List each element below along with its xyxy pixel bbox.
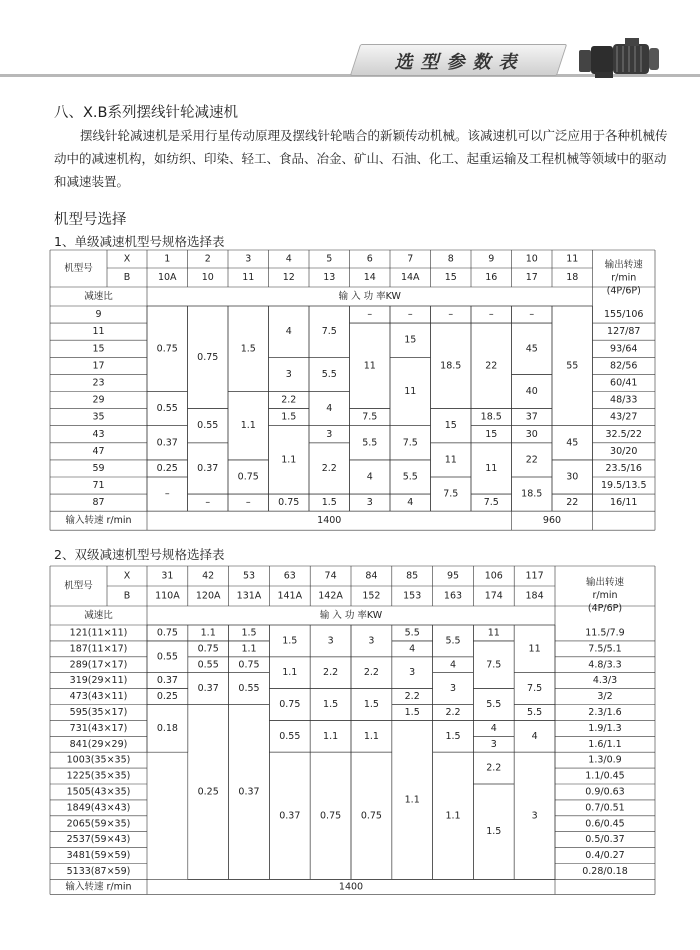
power-value: 11 <box>363 360 376 372</box>
output-speed-value: 82/56 <box>610 360 638 372</box>
power-value: 5.5 <box>527 706 543 718</box>
model-label: 机型号 <box>64 580 93 592</box>
ratio-value: 473(43×11) <box>69 691 128 703</box>
ratio-value: 595(35×17) <box>69 706 128 718</box>
output-speed-value: 1.3/0.9 <box>588 754 622 766</box>
power-value: – <box>205 497 211 509</box>
ratio-value: 59 <box>92 462 105 474</box>
ratio-value: 71 <box>92 480 105 492</box>
output-speed-value: 0.9/0.63 <box>585 786 625 798</box>
power-value: 1.5 <box>323 699 339 710</box>
power-value: 3 <box>285 368 292 380</box>
model-selection-heading: 机型号选择 <box>54 212 127 228</box>
power-value: 4 <box>490 722 497 734</box>
b-model-value: 120A <box>195 590 221 602</box>
x-model-value: 4 <box>285 253 292 265</box>
x-model-value: 6 <box>366 253 373 265</box>
power-value: 7.5 <box>486 659 502 671</box>
power-value: 22 <box>525 454 538 466</box>
ratio-value: 319(29×11) <box>69 675 128 687</box>
power-value: 4 <box>449 659 457 671</box>
output-speed-value: 0.4/0.27 <box>585 850 625 862</box>
output-speed-value: 16/11 <box>610 497 638 509</box>
power-value: 11 <box>444 454 457 466</box>
b-model-value: 16 <box>485 272 498 283</box>
b-model-value: 152 <box>362 590 381 602</box>
power-label: 输 入 功 率KW <box>338 291 401 302</box>
power-value: 0.37 <box>197 683 219 695</box>
b-model-value: 141A <box>277 590 303 602</box>
x-model-value: 3 <box>245 253 252 265</box>
ratio-value: 2537(59×43) <box>66 834 131 846</box>
output-speed-value: 11.5/7.9 <box>585 627 625 639</box>
ratio-value: 2065(59×35) <box>66 818 131 830</box>
power-value: 0.75 <box>238 659 260 671</box>
b-model-value: 110A <box>155 590 180 602</box>
output-speed-value: 3/2 <box>597 691 613 703</box>
power-value: 3 <box>409 667 416 679</box>
power-value: 5.5 <box>445 635 461 647</box>
power-value: 5.5 <box>402 471 418 483</box>
output-speed-label: 输出转速 <box>604 259 643 271</box>
ratio-value: 9 <box>95 309 102 321</box>
ratio-value: 5133(87×59) <box>66 865 131 877</box>
power-value: 1.5 <box>363 699 379 710</box>
power-value: 2.2 <box>281 394 297 406</box>
x-model-value: 10 <box>525 253 538 265</box>
power-value: 11 <box>404 386 417 397</box>
power-value: 30 <box>525 428 538 440</box>
power-value: 7.5 <box>483 497 499 509</box>
output-speed-value: 93/64 <box>610 343 638 355</box>
b-model-value: 142A <box>318 590 343 602</box>
power-label: 输 入 功 率KW <box>319 610 383 621</box>
b-model-value: 174 <box>484 590 503 602</box>
x-model-value: 63 <box>283 570 296 582</box>
power-value: 15 <box>444 420 457 432</box>
power-value: 2.2 <box>321 462 337 474</box>
power-value: 5.5 <box>486 699 502 710</box>
x-model-value: 85 <box>406 570 419 582</box>
power-value: 0.75 <box>279 699 301 710</box>
power-value: 1.1 <box>323 730 339 742</box>
power-value: 4 <box>366 471 373 483</box>
output-speed-value: 127/87 <box>607 326 641 338</box>
x-model-value: 9 <box>488 253 495 265</box>
ratio-label: 减速比 <box>84 291 113 302</box>
power-value: 0.75 <box>197 351 219 363</box>
power-value: 1.1 <box>404 794 420 806</box>
power-value: 0.37 <box>156 675 178 687</box>
power-value: 0.25 <box>197 786 219 798</box>
output-pole-label: (4P/6P) <box>606 285 641 297</box>
input-speed-label: 输入转速 r/min <box>65 881 132 893</box>
ratio-value: 3481(59×59) <box>66 850 131 862</box>
power-value: 0.55 <box>279 730 301 742</box>
power-value: 1.5 <box>240 343 256 355</box>
ratio-value: 87 <box>92 497 105 509</box>
power-value: 7.5 <box>402 437 418 449</box>
b-model-value: 163 <box>443 590 463 602</box>
power-value: 0.75 <box>320 810 342 822</box>
ratio-value: 17 <box>92 360 105 372</box>
power-value: 0.55 <box>156 403 178 415</box>
power-value: 2.2 <box>323 667 339 679</box>
ratio-value: 23 <box>92 377 105 389</box>
power-value: 3 <box>326 428 333 440</box>
output-speed-value: 23.5/16 <box>605 462 642 474</box>
input-speed-value: 1400 <box>317 515 342 527</box>
power-value: 0.37 <box>279 810 301 822</box>
power-value: 55 <box>566 360 579 372</box>
output-speed-label: 输出转速 <box>585 577 625 588</box>
input-speed-value: 1400 <box>338 881 364 893</box>
b-model-value: 14 <box>363 272 376 283</box>
power-value: 1.5 <box>282 635 298 647</box>
x-model-value: 11 <box>566 253 579 265</box>
power-value: 0.37 <box>156 437 178 449</box>
power-value: 0.75 <box>237 471 259 483</box>
power-value: – <box>529 309 535 321</box>
ratio-value: 121(11×11) <box>69 627 128 639</box>
x-model-value: 74 <box>324 570 337 582</box>
power-value: 1.1 <box>363 730 379 742</box>
output-speed-value: 0.28/0.18 <box>582 865 628 877</box>
b-model-value: 131A <box>236 590 262 602</box>
output-speed-value: 4.8/3.3 <box>588 659 622 671</box>
x-model-value: 84 <box>365 570 378 582</box>
b-model-value: 14A <box>400 272 420 283</box>
b-model-value: 17 <box>525 272 538 283</box>
power-value: 2.2 <box>363 667 379 679</box>
x-model-value: 106 <box>484 570 503 582</box>
output-speed-value: 1.9/1.3 <box>588 722 622 734</box>
x-model-value: 8 <box>447 253 454 265</box>
b-model-value: 13 <box>323 272 336 283</box>
power-value: 2.2 <box>404 691 420 703</box>
power-value: 45 <box>566 437 579 449</box>
power-value: 7.5 <box>362 411 378 423</box>
b-model-value: 184 <box>525 590 544 602</box>
power-value: 0.18 <box>156 722 178 734</box>
power-value: – <box>367 309 373 321</box>
output-unit-label: r/min <box>611 272 637 284</box>
power-value: 0.55 <box>156 651 178 663</box>
ratio-value: 11 <box>92 326 105 338</box>
x-model-value: 2 <box>204 253 211 265</box>
model-label: 机型号 <box>64 263 93 274</box>
power-value: 7.5 <box>443 488 459 500</box>
power-value: 18.5 <box>440 360 462 372</box>
power-value: 5.5 <box>362 437 378 449</box>
table2-caption: 2、双级减速机型号规格选择表 <box>54 547 225 562</box>
output-pole-label: (4P/6P) <box>587 603 623 614</box>
input-speed-label: 输入转速 r/min <box>65 515 132 527</box>
b-model-value: 11 <box>242 272 255 283</box>
output-speed-value: 0.7/0.51 <box>585 802 625 814</box>
power-value: 0.75 <box>156 627 178 639</box>
ratio-value: 1225(35×35) <box>66 770 131 782</box>
power-value: 37 <box>525 411 538 423</box>
b-model-value: 10 <box>201 272 214 283</box>
power-value: 3 <box>449 683 457 695</box>
power-value: 2.2 <box>486 762 502 774</box>
power-value: 0.75 <box>156 343 178 355</box>
output-speed-value: 4.3/3 <box>592 675 618 687</box>
power-value: – <box>448 309 454 321</box>
power-value: 5.5 <box>321 368 337 380</box>
b-model-value: 153 <box>403 590 422 602</box>
power-value: 7.5 <box>527 683 543 695</box>
output-speed-value: 32.5/22 <box>605 428 642 440</box>
power-value: 1.5 <box>241 627 257 639</box>
power-value: 1.1 <box>241 643 257 655</box>
power-value: 0.25 <box>156 462 178 474</box>
power-value: 0.75 <box>197 643 219 655</box>
power-value: 11 <box>487 627 500 639</box>
power-value: 4 <box>531 730 538 742</box>
output-speed-value: 7.5/5.1 <box>588 643 622 655</box>
x-model-value: 117 <box>525 570 544 582</box>
ratio-value: 731(43×17) <box>69 722 128 734</box>
power-value: 30 <box>566 471 579 483</box>
output-speed-value: 30/20 <box>610 445 638 457</box>
power-value: 0.75 <box>360 810 382 822</box>
power-value: 1.1 <box>200 627 216 639</box>
output-speed-value: 60/41 <box>610 377 638 389</box>
ratio-value: 29 <box>92 394 105 406</box>
output-speed-value: 0.6/0.45 <box>585 818 625 830</box>
table1-caption: 1、单级减速机型号规格选择表 <box>54 234 225 249</box>
x-label: X <box>123 570 131 582</box>
output-speed-value: 2.3/1.6 <box>588 706 622 718</box>
ratio-value: 47 <box>92 445 105 457</box>
output-speed-value: 155/106 <box>604 309 644 321</box>
ratio-value: 43 <box>92 428 105 440</box>
ratio-value: 289(17×17) <box>69 659 128 671</box>
ratio-label: 减速比 <box>84 610 113 621</box>
power-value: 3 <box>366 497 373 509</box>
power-value: 15 <box>485 428 498 440</box>
ratio-value: 841(29×29) <box>69 738 128 750</box>
power-value: 11 <box>485 462 498 474</box>
ratio-value: 1505(43×35) <box>66 786 131 798</box>
power-value: 2.2 <box>445 706 461 718</box>
b-model-value: 12 <box>282 272 295 283</box>
power-value: 22 <box>566 497 579 509</box>
input-speed-value: 960 <box>542 515 562 527</box>
output-speed-value: 48/33 <box>610 394 638 406</box>
ratio-value: 187(11×17) <box>69 643 128 655</box>
b-label: B <box>123 272 131 283</box>
b-label: B <box>123 590 131 602</box>
power-value: 4 <box>409 643 416 655</box>
power-value: 0.55 <box>197 420 219 432</box>
page-title: 选型参数表 <box>394 52 525 73</box>
power-value: – <box>407 309 413 321</box>
x-label: X <box>123 253 131 265</box>
output-speed-value: 0.5/0.37 <box>585 834 625 846</box>
ratio-value: 15 <box>92 343 105 355</box>
output-speed-value: 43/27 <box>610 411 638 423</box>
x-model-value: 42 <box>202 570 215 582</box>
power-value: 5.5 <box>404 627 420 639</box>
power-value: – <box>245 497 251 509</box>
power-value: 1.5 <box>321 497 337 509</box>
power-value: 18.5 <box>521 488 543 500</box>
x-model-value: 53 <box>242 570 256 582</box>
power-value: 4 <box>285 326 292 338</box>
output-unit-label: r/min <box>592 590 618 601</box>
power-value: 22 <box>485 360 498 372</box>
power-value: 3 <box>327 635 334 647</box>
power-value: 3 <box>490 738 497 750</box>
power-value: 4 <box>407 497 414 509</box>
output-speed-value: 1.1/0.45 <box>585 770 625 782</box>
x-model-value: 95 <box>446 570 460 582</box>
power-value: – <box>488 309 494 321</box>
power-value: 3 <box>368 635 375 647</box>
ratio-value: 1849(43×43) <box>66 802 131 814</box>
power-value: 0.55 <box>197 659 219 671</box>
power-value: 1.5 <box>445 730 461 742</box>
power-value: – <box>164 488 170 500</box>
intro-text: 摆线针轮减速机是采用行星传动原理及摆线针轮啮合的新颖传动机械。该减速机可以广泛应用于各种机械传动中的减速机构，如纺织、印染、轻工、食品、冶金、矿山、石油、化工、起重运输及工程机械等领域中的驱动和减速装置。 <box>54 128 668 189</box>
power-value: 3 <box>531 810 538 822</box>
b-model-value: 10A <box>157 272 177 283</box>
power-value: 1.5 <box>404 706 420 718</box>
output-speed-value: 1.6/1.1 <box>588 738 622 750</box>
power-value: 1.1 <box>445 810 461 822</box>
x-model-value: 31 <box>161 570 174 582</box>
power-value: 1.1 <box>240 420 256 432</box>
power-value: 1.5 <box>281 411 297 423</box>
x-model-value: 7 <box>407 253 414 265</box>
power-value: 7.5 <box>321 326 337 338</box>
power-value: 1.5 <box>486 826 502 838</box>
power-value: 15 <box>404 334 417 346</box>
output-speed-value: 19.5/13.5 <box>600 480 647 492</box>
power-value: 0.37 <box>197 462 219 474</box>
power-value: 1.1 <box>282 667 298 679</box>
b-model-value: 15 <box>444 272 457 283</box>
x-model-value: 1 <box>164 253 171 265</box>
power-value: 1.1 <box>281 454 297 466</box>
power-value: 45 <box>525 343 538 355</box>
power-value: 40 <box>525 386 538 397</box>
x-model-value: 5 <box>326 253 333 265</box>
section-title: 八、X.B系列摆线针轮减速机 <box>54 105 238 121</box>
b-model-value: 18 <box>566 272 579 283</box>
power-value: 0.75 <box>278 497 300 509</box>
power-value: 0.25 <box>156 691 178 703</box>
power-value: 0.37 <box>238 786 260 798</box>
power-value: 0.55 <box>238 683 260 695</box>
ratio-value: 35 <box>92 411 105 423</box>
ratio-value: 1003(35×35) <box>66 754 131 766</box>
power-value: 4 <box>326 403 333 415</box>
power-value: 11 <box>528 643 541 655</box>
power-value: 18.5 <box>480 411 502 423</box>
